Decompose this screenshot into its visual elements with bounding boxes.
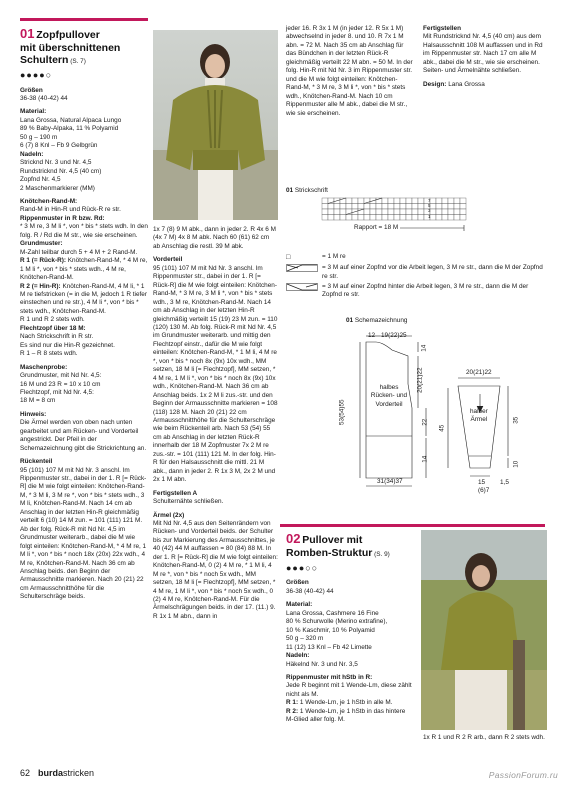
knit-cell [328, 215, 334, 221]
schema-piece-label [370, 384, 408, 409]
knit-cell [382, 204, 388, 210]
knit-cell [454, 204, 460, 210]
chart-label: Strickschrift [294, 187, 328, 194]
knit-cell [346, 198, 352, 204]
nadeln-line: Rundstricknd Nr. 4,5 (40 cm) [20, 167, 102, 175]
nadeln-label: Nadeln: [20, 150, 44, 158]
knit-cell [400, 209, 406, 215]
schema-bottom-height: 14 [421, 455, 429, 463]
knit-cell [376, 209, 382, 215]
pattern-page-ref: (S. 7) [70, 58, 86, 66]
flecht-label: Flechtzopf über 18 M: [20, 324, 86, 332]
col2-top-text: 1x 7 (8) 9 M abk., dann in jeder 2. R 4x 6 M (4x 7 M) 4x 8 M abk. Nach 60 (61) 62 cm ab Anschlag die restl. 39 M abk. [153, 226, 276, 250]
pattern2-r2-text: 1 Wende-Lm, je 1 hStb in das hintere M-Glied aller folg. M. [286, 707, 406, 724]
column-2 [153, 226, 278, 621]
schema-piece-label-line: halbes [379, 384, 399, 391]
knit-cell [442, 198, 448, 204]
schema-sleeve-45: 45 [438, 424, 446, 432]
pattern2-r1-text: 1 Wende-Lm, je 1 hStb in alle M. [299, 699, 393, 707]
pattern2-right-text: 1x R 1 und R 2 R arb., dann R 2 stets wdh. [423, 734, 545, 741]
knit-cell [454, 198, 460, 204]
design-name: Lana Grossa [448, 80, 485, 88]
pattern2-material-line: 11 (12) 13 Knl – Fb 42 Limette [286, 643, 372, 651]
knit-cell [442, 209, 448, 215]
pattern2-material-line: 10 % Kaschmir, 10 % Polyamid [286, 626, 375, 634]
knit-cell [406, 198, 412, 204]
knit-cell [346, 215, 352, 221]
pattern2-r1-label: R 1: [286, 699, 299, 707]
knit-cell [376, 204, 382, 210]
legend-cable-front-symbol [286, 264, 322, 281]
maschen-line: 18 M = 8 cm [20, 397, 56, 405]
knit-cell [334, 215, 340, 221]
r1-label: R 1 (= Rück-R): [20, 257, 66, 265]
legend-cable-back-symbol [286, 283, 322, 300]
legend-row [286, 253, 548, 262]
pattern2-groessen-label: Größen [286, 579, 309, 587]
photo2-illustration [421, 530, 547, 730]
knit-cell [322, 215, 328, 221]
knoetchen-label: Knötchen-Rand-M: [20, 197, 78, 205]
pattern2-material-line: 50 g – 320 m [286, 635, 324, 643]
flecht-line: Es sind nur die Hin-R gezeichnet. [20, 341, 115, 349]
fertig-a-text: Schulternähte schließen. [153, 498, 224, 506]
knit-cell [322, 204, 328, 210]
knit-cell [412, 204, 418, 210]
pattern2-material-line: 80 % Schurwolle (Merino extrafine), [286, 618, 388, 626]
knit-cell [394, 198, 400, 204]
flecht-line: R 1 – R 8 stets wdh. [20, 350, 78, 358]
vorder-text: 95 (101) 107 M mit Nd Nr. 3 anschl. Im Rippenmuster str., dabei in der 1. R [= Rück-R] die M wie folgt einteilen: Knötchen-Rand-M, * 3 M re, 3 M li *, von * bis * stets wdh., 3 M re, Knötchen-Rand-M. Nach 14 cm ab Anschlag in der letzten Hin-R gleichmäßig verteilt 15 (19) 23 M zun. = 110 (120) 130 M. Ab folg. Rück-R mit Nd Nr. 4,5 im Grundmuster weiterarb. und mittig den Flechtzopf einstr., dafür die M wie folgt einteilen: Knötchen-Rand-M, * 1 M li, 4 M re *, von * bis * noch 8x (9x) 10x wdh., MM setzen, 18 M li [= Flechtzopf], MM setzen, * 4 M re, 1 M li *, von * bis * noch 8x (9x) 10x wdh., Knötchen-Rand-M. Nach 36 cm ab Anschlag beids. 1x 2 M li zus.-str. und den Beginn der Armausschnitte markieren = 108 (118) 128 M. Nach 20 (21) 22 cm Armausschnitthöhe für die Schulterschräge wie beim Rückenteil arb. Nach 53 (54) 55 cm ab Anschlag in der letzten Rück-R innerhalb der 18 M Zopfmuster 7x 2 M re zus.-str. = 101 (111) 121 M. In der folg. Hin-R für den Halsausschnitt die mittl. 21 M abk., dann in jeder 2. R 1x 3 M, 2x 2 M und 2x 1 M abn. [153, 264, 278, 484]
knit-cell [346, 204, 352, 210]
grund-label: Grundmuster: [20, 240, 63, 248]
knit-cell [412, 209, 418, 215]
schema-left-height: 53(54)55 [338, 399, 346, 426]
row-number: 5 [428, 203, 431, 209]
knit-cell [412, 198, 418, 204]
knit-cell [388, 198, 394, 204]
schema-lower-height: 22 [421, 418, 429, 426]
knit-cell [436, 209, 442, 215]
knit-cell [448, 209, 454, 215]
pattern2-material-label: Material: [286, 601, 313, 609]
knit-cell [382, 215, 388, 221]
knit-cell [394, 204, 400, 210]
rapport-label: Rapport = 18 M [354, 224, 399, 231]
knit-cell [400, 198, 406, 204]
knit-cell [460, 209, 466, 215]
knit-cell [328, 209, 334, 215]
knit-cell [358, 204, 364, 210]
knit-cell [406, 215, 412, 221]
legend-text: = 3 M auf einer Zopfnd vor die Arbeit legen, 3 M re str., dann die M der Zopfnd re str. [322, 264, 543, 280]
schema-label: Schemazeichnung [354, 317, 408, 324]
accent-bar-section2 [280, 524, 545, 527]
knit-cell [412, 215, 418, 221]
row-number: 7 [428, 198, 431, 203]
legend-text: = 3 M auf einer Zopfnd hinter die Arbeit legen, 3 M re str., dann die M der Zopfnd re str. [322, 282, 529, 299]
knit-cell [406, 209, 412, 215]
knit-cell [322, 209, 328, 215]
knit-cell [370, 204, 376, 210]
knit-cell [370, 215, 376, 221]
knit-cell [358, 198, 364, 204]
knit-cell [442, 204, 448, 210]
pattern2-page-ref: (S. 9) [374, 551, 390, 559]
knit-cell [454, 209, 460, 215]
groessen-value: 36-38 (40-42) 44 [20, 95, 68, 102]
knit-cell [448, 215, 454, 221]
schema-sleeve-15: 15 [478, 479, 486, 486]
chart-number: 01 [286, 187, 294, 194]
knit-cell [352, 198, 358, 204]
schema-mid-height: 20(21)22 [416, 367, 424, 394]
material-line: 89 % Baby-Alpaka, 11 % Polyamid [20, 125, 119, 133]
schema-sleeve-label [470, 408, 488, 425]
fertig-a-label: Fertigstellen A [153, 489, 198, 497]
schema-right-top: 14 [420, 344, 428, 352]
ruecken-label: Rückenteil [20, 458, 53, 466]
knit-cell [448, 198, 454, 204]
knit-cell [400, 204, 406, 210]
knit-cell [340, 204, 346, 210]
schema-bottom-width: 31(34)37 [377, 478, 403, 485]
flecht-line: Nach Strickschrift in R str. [20, 333, 94, 341]
knit-cell [460, 204, 466, 210]
knit-cell [352, 215, 358, 221]
schema-piece-label-line: Vorderteil [375, 400, 403, 408]
hinweis-label: Hinweis: [20, 410, 47, 418]
hinweis-text: Die Ärmel werden von oben nach unten gearbeitet und am Rücken- und Vorderteil angestrickt. Der Pfeil in der Schemazeichnung gibt die Strickrichtung an. [20, 419, 147, 452]
pattern-title-line3: Schultern [20, 54, 69, 67]
knit-cell [340, 209, 346, 215]
schema-sleeve-label-line: halber [470, 408, 488, 415]
pattern2-rippen-label: Rippenmuster mit hStb in R: [286, 674, 373, 682]
nadeln-line: Zopfnd Nr. 4,5 [20, 176, 61, 184]
pattern2-column [286, 530, 414, 725]
page-number: 62 [20, 768, 31, 778]
knit-cell [388, 204, 394, 210]
knit-cell [436, 198, 442, 204]
schema-piece-label-line: Rücken- und [370, 392, 408, 400]
knit-cell [382, 209, 388, 215]
legend-knit-symbol: □ [286, 254, 291, 261]
knit-cell [388, 215, 394, 221]
material-label: Material: [20, 108, 47, 116]
row-number: 1 [428, 213, 431, 219]
pattern2-nadeln-text: Häkelnd Nr. 3 und Nr. 3,5 [286, 660, 358, 668]
legend-row [286, 283, 548, 300]
maschen-label: Maschenprobe: [20, 363, 68, 371]
knit-cell [394, 215, 400, 221]
column-3 [286, 25, 414, 118]
pattern2-difficulty-dots: ●●●○○ [286, 562, 319, 573]
knit-cell [430, 198, 436, 204]
pattern2-title-line2: Romben-Struktur [286, 547, 373, 560]
r2-label: R 2 (= Hin-R): [20, 282, 61, 290]
aermel-text: Mit Nd Nr. 4,5 aus den Seitenrändern von Rücken- und Vorderteil beids. der Schulter bis zur Markierung des Armausschnittes, je 40 (42) 44 M auffassen = 80 (84) 88 M. In der 1. R [= Rück-R] die M wie folgt einteilen: Knötchen-Rand-M, 0 (2) 4 M re, * 1 M li, 4 M re *, von * bis * noch 5x wdh., MM setzen, 18 M li [= Flechtzopf], MM setzen, * 4 M re, 1 M li *, von * bis * noch 5x wdh., 0 (2) 4 M re, Knötchen-Rand-M. Für die Ärmelschrägungen beids. in der 17. (11.) 9. R 1x 1 M abn., dann in [153, 519, 278, 620]
pattern2-rippen-text: Jede R beginnt mit 1 Wende-Lm, diese zählt nicht als M. [286, 682, 412, 698]
pattern2-nadeln-label: Nadeln: [286, 652, 310, 660]
schema-sleeve-1-5: 1,5 [500, 479, 509, 486]
knit-cell [430, 204, 436, 210]
legend-row [286, 264, 548, 281]
knit-cell [418, 209, 424, 215]
pattern-title-line2: mit überschnittenen [20, 42, 121, 55]
r-repeat: R 1 und R 2 stets wdh. [20, 316, 85, 324]
r1-text: Knötchen-Rand-M, * 4 M re, 1 M li *, von * bis * stets wdh., 4 M re, Knötchen-Rand-M. [20, 257, 148, 282]
photo-model-cable-sweater [153, 30, 278, 220]
knit-cell [358, 215, 364, 221]
knit-cell [430, 215, 436, 221]
knit-cell [418, 198, 424, 204]
knit-cell [418, 204, 424, 210]
schema-number: 01 [346, 317, 354, 324]
grund-text: M-Zahl teilbar durch 5 + 4 M + 2 Rand-M. [20, 248, 138, 256]
strickschrift-header [286, 187, 328, 195]
col3-text: jeder 16. R 3x 1 M (in jeder 12. R 5x 1 M) abwechselnd in jeder 8. und 10. R 7x 1 M abn. = 72 M. Nach 35 cm ab Anschlag für das Bündchen in der letzten Rück-R gleichmäßig verteilt 22 M abn. = 50 M. In der folg. Hin-R mit Nd Nr. 3 im Rippenmuster str. und die M wie folgt einteilen: Knötchen-Rand-M, * 3 M re, 3 M li *, von * bis * stets wdh., Knötchen-Rand-M. Nach 10 cm Rippenmuster alle M abk., dabei die M str., wie sie erscheinen. [286, 25, 413, 117]
groessen-label: Größen [20, 86, 43, 94]
schema-sleeve-10: 10 [512, 460, 520, 468]
knit-cell [382, 198, 388, 204]
design-label: Design: [423, 80, 447, 88]
pattern2-r2-label: R 2: [286, 707, 299, 715]
knit-cell [400, 215, 406, 221]
rippen-label: Rippenmuster in R bzw. Rd: [20, 214, 105, 222]
pattern2-number: 02 [286, 531, 301, 546]
material-line: 6 (7) 8 Knl – Fb 9 Gelbgrün [20, 142, 98, 150]
knit-cell [430, 209, 436, 215]
fertig-label: Fertigstellen [423, 25, 461, 32]
knit-cell [436, 215, 442, 221]
schema-header [346, 317, 407, 325]
schema-sleeve-35: 35 [512, 416, 520, 424]
accent-bar-top [20, 18, 148, 21]
knit-cell [334, 204, 340, 210]
knit-cell [394, 209, 400, 215]
difficulty-dots: ●●●●○ [20, 69, 53, 80]
strickschrift-chart [286, 196, 548, 236]
knit-cell [376, 215, 382, 221]
knit-cell [352, 204, 358, 210]
pattern2-title-line1: Pullover mit [302, 534, 363, 546]
schema-sleeve-6-7: (6)7 [478, 487, 490, 494]
maschen-line: Grundmuster, mit Nd Nr. 4,5: [20, 372, 102, 380]
watermark: PassionForum.ru [488, 770, 558, 780]
knit-cell [448, 204, 454, 210]
knit-cell [364, 209, 370, 215]
knoetchen-text: Rand-M in Hin-R und Rück-R re str. [20, 206, 121, 214]
maschen-line: 16 M und 23 R = 10 x 10 cm [20, 380, 101, 388]
knit-cell [334, 209, 340, 215]
photo-model-rhombus-sweater [421, 530, 547, 730]
footer-brand-suffix: stricken [63, 768, 95, 778]
knit-cell [364, 215, 370, 221]
nadeln-line: 2 Maschenmarkierer (MM) [20, 184, 95, 192]
knit-cell [406, 204, 412, 210]
photo-illustration [153, 30, 278, 220]
legend-text: = 1 M re [322, 253, 346, 260]
knit-grid [322, 198, 466, 220]
pattern-title-line1: Zopfpullover [36, 29, 100, 41]
knit-cell [388, 209, 394, 215]
aermel-label: Ärmel (2x) [153, 511, 185, 519]
r2-text: Knötchen-Rand-M, 4 M li, * 1 M re tiefstricken (= in die M, jedoch 1 R tiefer einstechen und re str.), 4 M li *, von * bis * stets wdh., Knötchen-Rand-M. [20, 282, 147, 315]
pattern2-groessen-value: 36-38 (40-42) 44 [286, 587, 334, 595]
knit-cell [454, 215, 460, 221]
footer-brand: burda [38, 768, 64, 778]
vorder-label: Vorderteil [153, 256, 183, 264]
row-number: 3 [428, 208, 431, 214]
pattern2-material-line: Lana Grossa, Cashmere 16 Fine [286, 609, 379, 617]
column-1 [20, 25, 148, 602]
chart-legend [286, 253, 548, 300]
schema-sleeve-top: 20(21)22 [466, 369, 492, 376]
schema-top-left: 12 [368, 332, 376, 339]
knit-cell [460, 198, 466, 204]
knit-cell [460, 215, 466, 221]
schema-top-mid: 19(22)25 [381, 332, 407, 339]
page-footer [20, 768, 94, 780]
pattern-number: 01 [20, 26, 35, 41]
maschen-line: Flechtzopf, mit Nd Nr. 4,5: [20, 388, 94, 396]
material-line: 50 g – 190 m [20, 133, 58, 141]
schema-sleeve-label-line: Ärmel [470, 416, 488, 424]
row-number-list [428, 198, 430, 219]
knit-cell [328, 204, 334, 210]
knit-cell [436, 204, 442, 210]
knit-cell [370, 209, 376, 215]
nadeln-line: Stricknd Nr. 3 und Nr. 4,5 [20, 159, 92, 167]
column-4 [423, 25, 548, 89]
knit-cell [418, 215, 424, 221]
knit-cell [340, 215, 346, 221]
knit-cell [364, 204, 370, 210]
knit-cell [442, 215, 448, 221]
fertig-text: Mit Rundstricknd Nr. 4,5 (40 cm) aus dem Halsausschnitt 108 M auffassen und in Rd im Rippenmuster str. Nach 17 cm alle M abk., dabei die M str., wie sie erscheinen. Seiten- und Ärmelnähte schließen. [423, 33, 543, 75]
rippen-text: * 3 M re, 3 M li *, von * bis * stets wdh. In den folg. R / Rd die M str., wie sie erscheinen. [20, 223, 148, 239]
material-line: Lana Grossa, Natural Alpaca Lungo [20, 116, 122, 124]
knit-cell [322, 198, 328, 204]
ruecken-text: 95 (101) 107 M mit Nd Nr. 3 anschl. Im Rippenmuster str., dabei in der 1. R [= Rück-R] die M wie folgt einteilen: Knötchen-Rand-M, * 3 M li, 3 M re *, von * bis * stets wdh., 3 M li, Knötchen-Rand-M. Nach 14 cm ab Anschlag in der letzten Hin-R gleichmäßig verteilt 6 (10) 14 M zun. = 101 (111) 121 M. Ab der folg. Rück-R mit Nd Nr. 4,5 im Grundmuster weiterarb., dabei die M wie folgt einteilen: Knötchen-Rand-M, * 4 M re, 1 M li *, von * bis * noch 18x (20x) 22x wdh., 4 M re, Knötchen-Rand-M. Nach 36 cm ab Anschlag beids. den Beginn der Armausschnitte markieren. Nach 20 (21) 22 cm Armausschnitthöhe für die Schulterschräge beids. [20, 466, 147, 601]
